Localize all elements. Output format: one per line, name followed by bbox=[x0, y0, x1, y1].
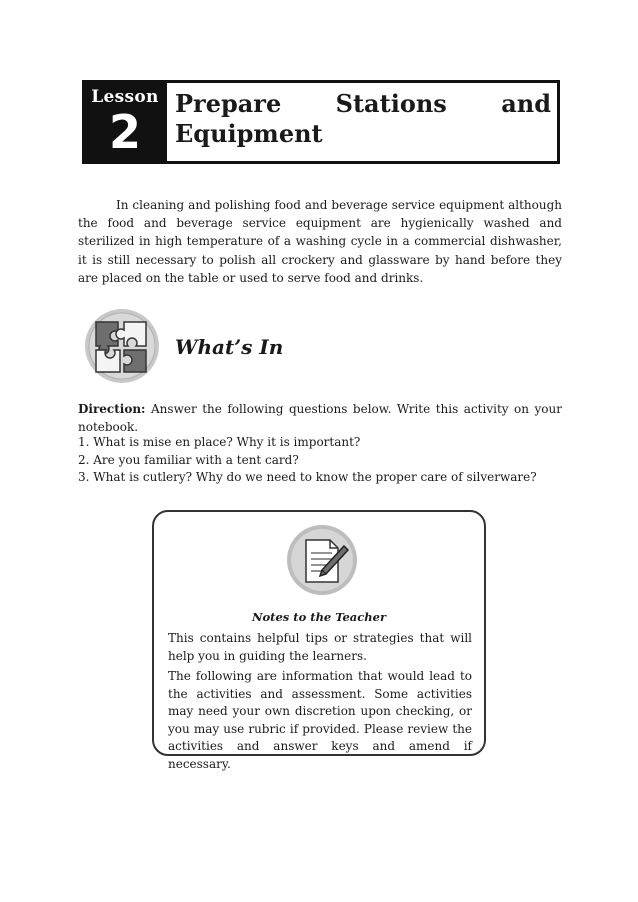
direction-text bbox=[78, 400, 562, 436]
question-list bbox=[78, 434, 562, 487]
lesson-label-block bbox=[85, 83, 165, 161]
notes-title: Notes to the Teacher bbox=[251, 610, 386, 624]
question-item: 2. Are you familiar with a tent card? bbox=[78, 452, 299, 467]
lesson-title-line1 bbox=[175, 89, 551, 119]
notepad-pencil-icon bbox=[286, 524, 358, 596]
lesson-title bbox=[165, 83, 557, 161]
lesson-title-line2: Equipment bbox=[175, 119, 323, 148]
direction-body: Answer the following questions below. Write this activity on your notebook. bbox=[78, 402, 562, 434]
puzzle-icon bbox=[84, 308, 160, 384]
lesson-title-word: Stations bbox=[335, 89, 447, 118]
section-title-whats-in: What’s In bbox=[175, 335, 284, 359]
notes-paragraph-2: The following are information that would lead to the activities and assessment. Some activities may need your own discretion upon checking, or you may use rubric if provided. Please review the activities and answer keys and amend if necessary. bbox=[168, 669, 472, 771]
lesson-number: 2 bbox=[108, 105, 141, 159]
question-item: 3. What is cutlery? Why do we need to know the proper care of silverware? bbox=[78, 470, 537, 484]
direction-label: Direction: bbox=[78, 402, 146, 416]
notes-paragraph-1: This contains helpful tips or strategies that will help you in guiding the learners. bbox=[168, 631, 472, 663]
intro-paragraph: In cleaning and polishing food and beverage service equipment although the food and beverage service equipment are hygienically washed and sterilized in high temperature of a washing cycle in a commercial dishwasher, it is still necessary to polish all crockery and glassware by hand before they are placed on the table or used to serve food and drinks. bbox=[78, 198, 562, 285]
notes-to-teacher-box bbox=[152, 510, 486, 771]
lesson-title-word: and bbox=[501, 89, 551, 118]
lesson-word: Lesson bbox=[91, 87, 159, 107]
lesson-header bbox=[82, 80, 560, 164]
question-item: 1. What is mise en place? Why it is important? bbox=[78, 435, 361, 449]
lesson-title-word: Prepare bbox=[175, 89, 282, 118]
